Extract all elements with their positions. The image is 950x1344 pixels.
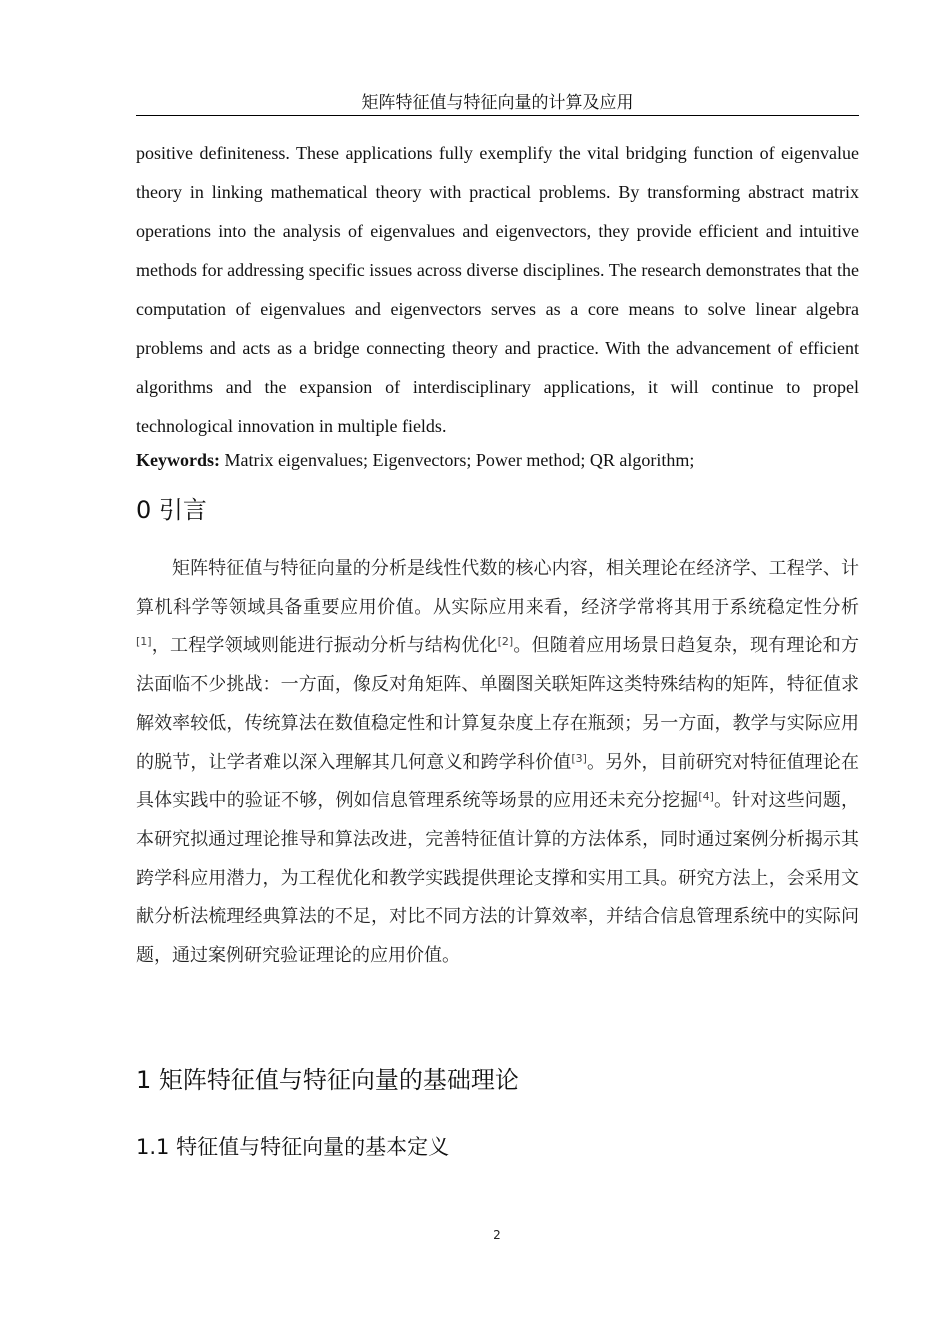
abstract-body [136, 134, 859, 446]
citation-ref[interactable]: [3] [571, 751, 587, 765]
intro-text-part: ，工程学领域则能进行振动分析与结构优化 [151, 635, 498, 657]
intro-text-part: 。针对这些问题，本研究拟通过理论推导和算法改进，完善特征值计算的方法体系，同时通过案例分析揭示其跨学科应用潜力，为工程优化和教学实践提供理论支撑和实用工具。研究方法上，会采用文献分析法梳理经典算法的不足，对比不同方法的计算效率，并结合信息管理系统中的实际问题，通过案例研究验证理论的应用价值。 [136, 790, 859, 967]
subsection-heading-definitions: 1.1 特征值与特征向量的基本定义 [136, 1135, 450, 1159]
section-heading-introduction: 0 引言 [136, 496, 207, 524]
intro-text-part: 。另外，目前研究对特征值理论在具体实践中的验证不够，例如信息管理系统等场景的应用还未充分挖掘 [136, 751, 859, 812]
intro-text-part: 。但随着应用场景日趋复杂，现有理论和方法面临不少挑战：一方面，像反对角矩阵、单圈图关联矩阵这类特殊结构的矩阵，特征值求解效率较低，传统算法在数值稳定性和计算复杂度上存在瓶颈；另一方面，教学与实际应用的脱节，让学者难以深入理解其几何意义和跨学科价值 [136, 635, 860, 773]
running-header: 矩阵特征值与特征向量的计算及应用 [136, 92, 859, 116]
keywords-line [136, 448, 859, 472]
citation-ref[interactable]: [2] [497, 635, 514, 649]
citation-ref[interactable]: [1] [136, 635, 152, 649]
intro-text-part: 矩阵特征值与特征向量的分析是线性代数的核心内容，相关理论在经济学、工程学、计算机科学等领域具备重要应用价值。从实际应用来看，经济学常将其用于系统稳定性分析 [136, 558, 859, 618]
page-number: 2 [493, 1228, 501, 1242]
section-heading-basic-theory: 1 矩阵特征值与特征向量的基础理论 [136, 1066, 519, 1094]
keywords-label: Keywords: [136, 450, 220, 470]
introduction-paragraph [136, 550, 859, 976]
abstract-paragraph: positive definiteness. These applications fully exemplify the vital bridging function of eigenvalue theory in linking mathematical theory with practical problems. By transforming abstract matrix operations into the analysis of eigenvalues and eigenvectors, they provide efficient and intuitive methods for addressing specific issues across diverse disciplines. The research demonstrates that the computation of eigenvalues and eigenvectors serves as a core means to solve linear algebra problems and acts as a bridge connecting theory and practice. With the advancement of efficient algorithms and the expansion of interdisciplinary applications, it will continue to propel technological innovation in multiple fields. [136, 143, 859, 436]
citation-ref[interactable]: [4] [698, 790, 714, 804]
keywords-value: Matrix eigenvalues; Eigenvectors; Power method; QR algorithm; [220, 450, 695, 470]
